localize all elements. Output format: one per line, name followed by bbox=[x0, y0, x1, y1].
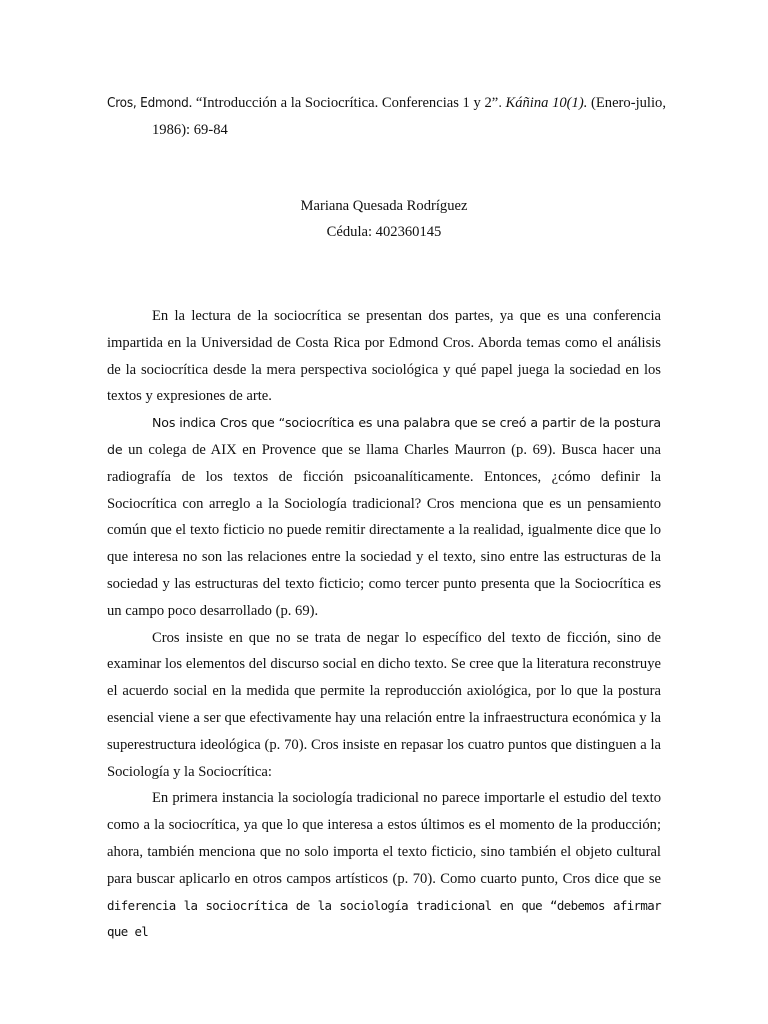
reference-journal: Káñina 10(1). bbox=[505, 95, 588, 111]
paragraph-1: En la lectura de la sociocrítica se presentan dos partes, ya que es una conferencia impartida en la Universidad de Costa Rica por Edmond Cros. Aborda temas como el análisis de la sociocrítica desde la mera perspectiva sociológica y qué papel juega la sociedad en los textos y expresiones de arte. bbox=[107, 308, 661, 405]
bibliographic-reference bbox=[107, 90, 704, 143]
student-id: Cédula: 402360145 bbox=[326, 224, 442, 240]
reference-author: Cros, Edmond bbox=[107, 96, 189, 111]
paragraph-2 bbox=[107, 410, 661, 624]
paragraph-4-tail: diferencia la sociocrítica de la sociología tradicional en que “debemos afirmar que el bbox=[107, 897, 661, 940]
essay-body bbox=[107, 303, 661, 946]
paragraph-2-rest: un colega de AIX en Provence que se llama Charles Maurron (p. 69). Busca hacer una radiografía de los textos de ficción psicoanalíticamente. Entonces, ¿cómo definir la Sociocrítica con arreglo a la Sociología tradicional? Cros menciona que es un pensamiento común que el texto ficticio no puede remitir directamente a la realidad, igualmente dice que lo que interesa no son las relaciones entre la sociedad y el texto, sino entre las estructuras de la sociedad y las estructuras del texto ficticio; como tercer punto presenta que la Sociocrítica es un campo poco desarrollado (p. 69). bbox=[107, 441, 661, 619]
paragraph-4 bbox=[107, 785, 661, 946]
paragraph-4-main: En primera instancia la sociología tradicional no parece importarle el estudio del texto como a la sociocrítica, ya que lo que interesa a estos últimos es el momento de la producción; ahora, también menciona que no solo importa el texto ficticio, sino también el objeto cultural para buscar aplicarlo en otros campos artísticos (p. 70). Como cuarto punto, Cros dice que se bbox=[107, 790, 661, 887]
paragraph-3: Cros insiste en que no se trata de negar lo específico del texto de ficción, sino de examinar los elementos del discurso social en dicho texto. Se cree que la literatura reconstruye el acuerdo social en la medida que permite la reproducción axiológica, por lo que la postura esencial viene a ser que efectivamente hay una relación entre la infraestructura económica y la superestructura ideológica (p. 70). Cros insiste en repasar los cuatro puntos que distinguen a la Sociología y la Sociocrítica: bbox=[107, 629, 661, 780]
student-name: Mariana Quesada Rodríguez bbox=[300, 198, 468, 214]
reference-date-pages: (Enero-julio, 1986): 69-84 bbox=[152, 95, 666, 138]
reference-title: . “Introducción a la Sociocrítica. Conferencias 1 y 2” bbox=[188, 95, 499, 111]
reference-separator: . bbox=[498, 96, 506, 111]
paragraph-2-quote-lead: Nos indica Cros que “sociocrítica es una palabra que se creó a partir de la postura de bbox=[107, 415, 661, 457]
